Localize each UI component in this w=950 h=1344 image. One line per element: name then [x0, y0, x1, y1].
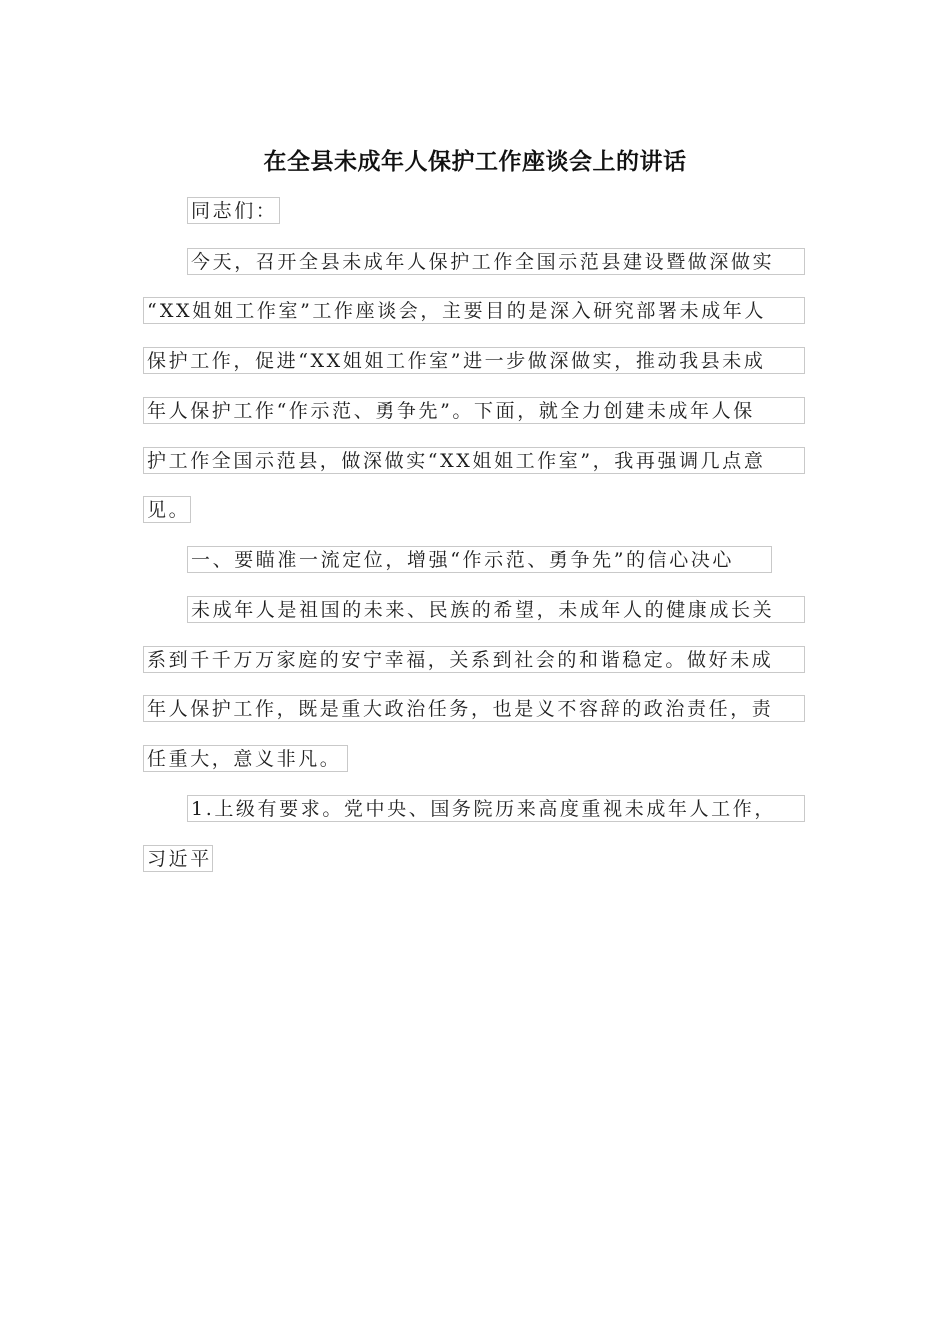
paragraph-line: 1.上级有要求。党中央、国务院历来高度重视未成年人工作， [187, 795, 805, 822]
paragraph-line: 年人保护工作“作示范、勇争先”。下面，就全力创建未成年人保 [143, 397, 805, 424]
paragraph-line: 今天，召开全县未成年人保护工作全国示范县建设暨做深做实 [187, 248, 805, 275]
paragraph-line: 习近平 [143, 845, 213, 872]
paragraph-line: 年人保护工作，既是重大政治任务，也是义不容辞的政治责任，责 [143, 695, 805, 722]
salutation-line: 同志们： [187, 197, 280, 224]
section-heading-line: 一、要瞄准一流定位，增强“作示范、勇争先”的信心决心 [187, 546, 772, 573]
paragraph-line: 保护工作，促进“XX姐姐工作室”进一步做深做实，推动我县未成 [143, 347, 805, 374]
paragraph-line: 见。 [143, 496, 191, 523]
paragraph-line: 护工作全国示范县，做深做实“XX姐姐工作室”，我再强调几点意 [143, 447, 805, 474]
paragraph-line: 系到千千万万家庭的安宁幸福，关系到社会的和谐稳定。做好未成 [143, 646, 805, 673]
document-title: 在全县未成年人保护工作座谈会上的讲话 [263, 149, 687, 175]
paragraph-line: “XX姐姐工作室”工作座谈会，主要目的是深入研究部署未成年人 [143, 297, 805, 324]
paragraph-line: 任重大，意义非凡。 [143, 745, 348, 772]
paragraph-line: 未成年人是祖国的未来、民族的希望，未成年人的健康成长关 [187, 596, 805, 623]
